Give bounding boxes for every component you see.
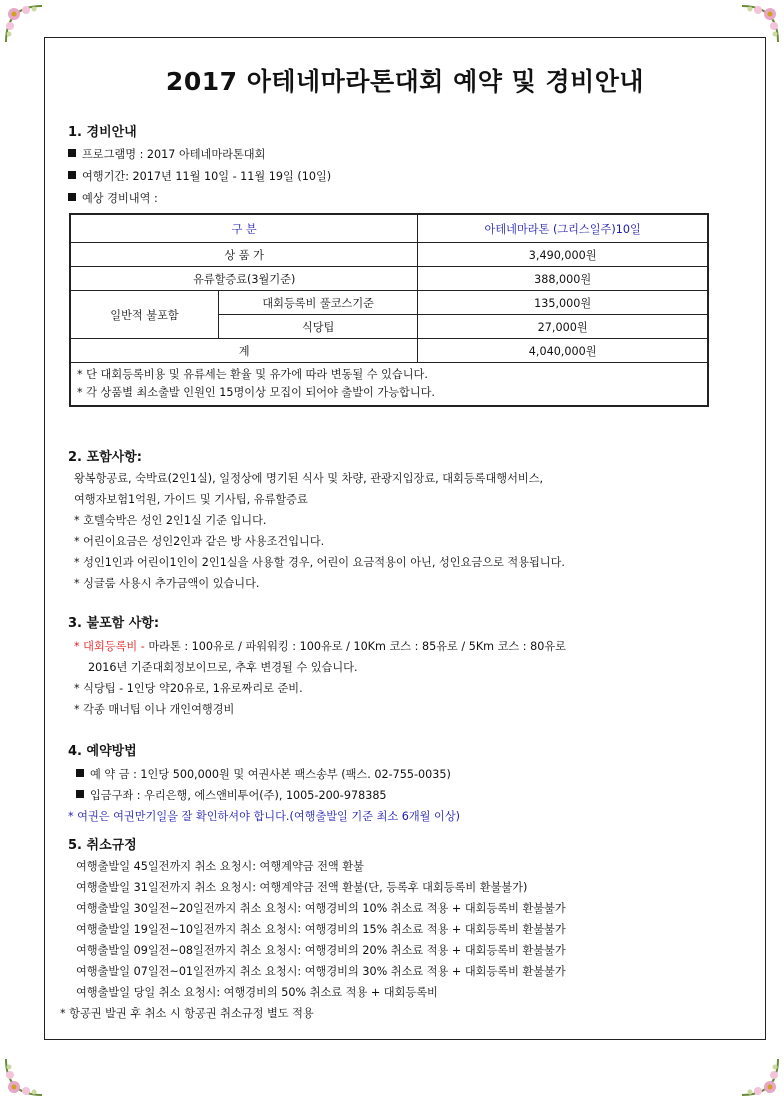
section-5-heading: 5. 취소규정 <box>68 838 137 853</box>
cancel-rule: 여행출발일 31일전까지 취소 요청시: 여행계약금 전액 환불(단, 등록후 대회등록비 환불불가) <box>76 881 528 894</box>
table-cell: 135,000원 <box>418 291 708 315</box>
flower-corner-icon <box>4 4 44 44</box>
section-4-heading: 4. 예약방법 <box>68 744 137 759</box>
excluded-line: 2016년 기준대회정보이므로, 추후 변경될 수 있습니다. <box>88 661 358 674</box>
deposit-text: 예 약 금 : 1인당 500,000원 및 여권사본 팩스송부 (팩스. 02-755-0035) <box>90 768 451 781</box>
flower-corner-icon <box>740 1057 780 1097</box>
table-group-cell: 일반적 불포함 <box>70 291 219 339</box>
bullet-square-icon <box>68 171 76 179</box>
table-cell: 식당팁 <box>219 315 418 339</box>
expected-line <box>68 190 158 206</box>
excluded-line <box>74 638 566 654</box>
flower-corner-icon <box>4 1057 44 1097</box>
cancel-rule: 여행출발일 19일전~10일전까지 취소 요청시: 여행경비의 15% 취소료 적용 + 대회등록비 환불불가 <box>76 923 566 936</box>
table-cell: 27,000원 <box>418 315 708 339</box>
section-2-heading: 2. 포함사항: <box>68 450 142 465</box>
table-cell: 유류할증료(3월기준) <box>70 267 418 291</box>
table-total-label: 계 <box>70 339 418 363</box>
registration-fee-text: 마라톤 : 100유로 / 파워워킹 : 100유로 / 10Km 코스 : 85유로 / 5Km 코스 : 80유로 <box>144 640 566 653</box>
table-cell: 388,000원 <box>418 267 708 291</box>
bullet-square-icon <box>76 790 84 798</box>
table-header-cell: 아테네마라톤 (그리스일주)10일 <box>418 214 708 243</box>
included-line: * 성인1인과 어린이1인이 2인1실을 사용할 경우, 어린이 요금적용이 아닌, 성인요금으로 적용됩니다. <box>74 556 565 569</box>
bullet-square-icon <box>76 769 84 777</box>
program-line <box>68 146 265 162</box>
excluded-line: * 식당팁 - 1인당 약20유로, 1유로짜리로 준비. <box>74 682 303 695</box>
bullet-square-icon <box>68 149 76 157</box>
included-line: 왕복항공료, 숙박료(2인1실), 일정상에 명기된 식사 및 차량, 관광지입장료, 대회등록대행서비스, <box>74 472 544 485</box>
included-line: 여행자보험1억원, 가이드 및 기사팁, 유류할증료 <box>74 493 308 506</box>
table-notes <box>70 363 708 407</box>
table-cell: 대회등록비 풀코스기준 <box>219 291 418 315</box>
cancel-rule: 여행출발일 30일전~20일전까지 취소 요청시: 여행경비의 10% 취소료 적용 + 대회등록비 환불불가 <box>76 902 566 915</box>
page-title: 2017 아테네마라톤대회 예약 및 경비안내 <box>165 67 645 96</box>
table-note: * 단 대회등록비용 및 유류세는 환율 및 유가에 따라 변동될 수 있습니다. <box>77 368 428 381</box>
registration-fee-label: * 대회등록비 - <box>74 640 145 653</box>
cancel-rule: 여행출발일 당일 취소 요청시: 여행경비의 50% 취소료 적용 + 대회등록비 <box>76 986 438 999</box>
table-row <box>70 267 708 291</box>
section-1-heading: 1. 경비안내 <box>68 125 137 140</box>
table-total-value: 4,040,000원 <box>418 339 708 363</box>
table-row <box>70 243 708 267</box>
included-line: * 싱글룸 사용시 추가금액이 있습니다. <box>74 577 260 590</box>
table-row <box>70 214 708 243</box>
account-text: 입금구좌 : 우리은행, 에스앤비투어(주), 1005-200-978385 <box>90 789 387 802</box>
cancel-rule: 여행출발일 09일전~08일전까지 취소 요청시: 여행경비의 20% 취소료 적용 + 대회등록비 환불불가 <box>76 944 566 957</box>
included-line: * 어린이요금은 성인2인과 같은 방 사용조건입니다. <box>74 535 325 548</box>
program-text: 프로그램명 : 2017 아테네마라톤대회 <box>82 148 266 161</box>
table-header-cell: 구 분 <box>70 214 418 243</box>
passport-note: * 여권은 여권만기일을 잘 확인하셔야 합니다.(여행출발일 기준 최소 6개월 이상) <box>68 810 461 823</box>
table-cell: 상 품 가 <box>70 243 418 267</box>
cancel-rule: 여행출발일 45일전까지 취소 요청시: 여행계약금 전액 환불 <box>76 860 364 873</box>
period-line <box>68 168 331 184</box>
bullet-square-icon <box>68 193 76 201</box>
table-row <box>70 339 708 363</box>
fee-table <box>69 213 709 407</box>
expected-text: 예상 경비내역 : <box>82 192 158 205</box>
account-line <box>76 787 387 803</box>
section-3-heading: 3. 불포함 사항: <box>68 616 160 631</box>
deposit-line <box>76 766 451 782</box>
included-line: * 호텔숙박은 성인 2인1실 기준 입니다. <box>74 514 267 527</box>
period-text: 여행기간: 2017년 11월 10일 - 11월 19일 (10일) <box>82 170 332 183</box>
table-cell: 3,490,000원 <box>418 243 708 267</box>
airline-ticket-note: * 항공권 발권 후 취소 시 항공권 취소규정 별도 적용 <box>60 1007 314 1020</box>
table-row <box>70 363 708 407</box>
excluded-line: * 각종 매너팁 이나 개인여행경비 <box>74 703 235 716</box>
table-row <box>70 291 708 315</box>
table-note: * 각 상품별 최소출발 인원인 15명이상 모집이 되어야 출발이 가능합니다. <box>77 386 435 399</box>
cancel-rule: 여행출발일 07일전~01일전까지 취소 요청시: 여행경비의 30% 취소료 적용 + 대회등록비 환불불가 <box>76 965 566 978</box>
